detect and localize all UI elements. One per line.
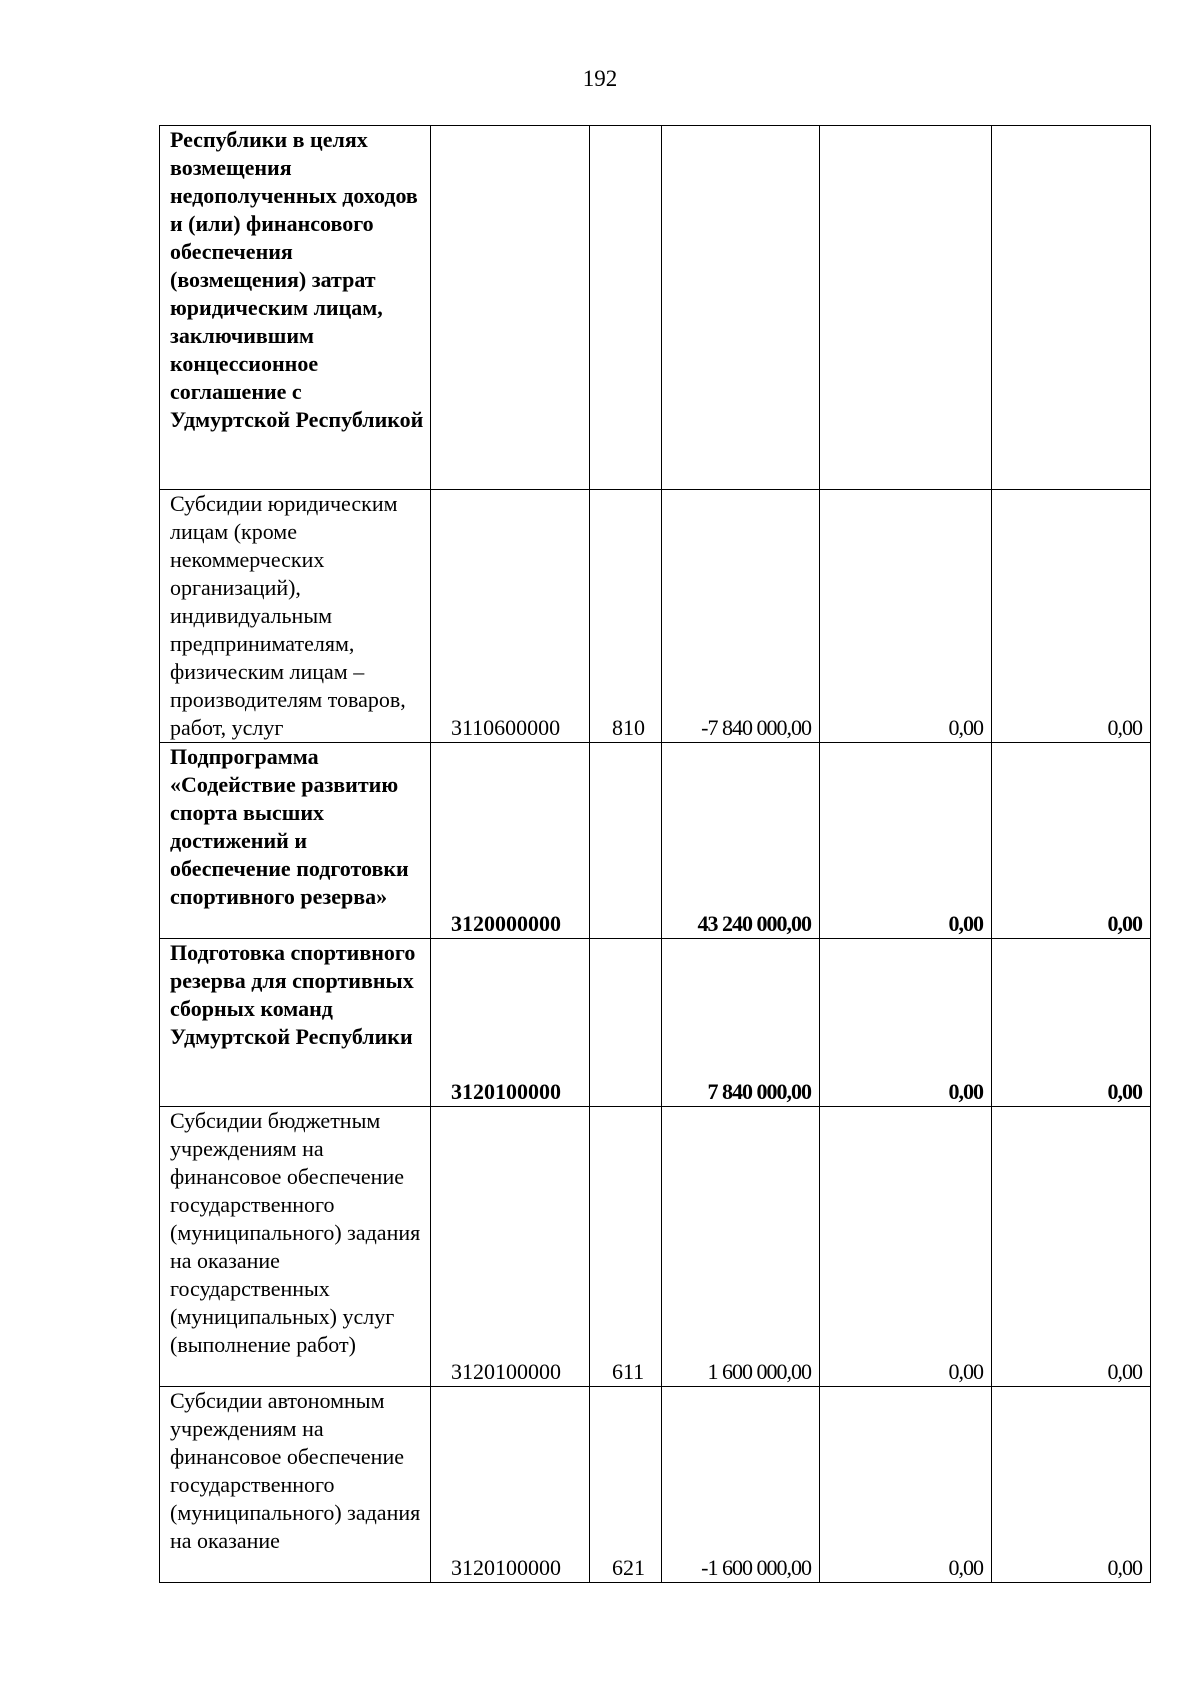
row-expense-type <box>590 126 662 490</box>
row-amount-3: 0,00 <box>992 1107 1151 1387</box>
table-row <box>160 1107 1151 1387</box>
row-target-code: 3110600000 <box>431 490 590 743</box>
row-target-code <box>431 126 590 490</box>
row-amount-3 <box>992 126 1151 490</box>
page-number: 192 <box>582 66 618 91</box>
row-amount-2: 0,00 <box>820 490 992 743</box>
row-amount: 7 840 000,00 <box>662 939 820 1107</box>
row-amount-3: 0,00 <box>992 939 1151 1107</box>
row-amount-3: 0,00 <box>992 743 1151 939</box>
row-amount <box>662 126 820 490</box>
table-row <box>160 126 1151 490</box>
row-target-code: 3120100000 <box>431 939 590 1107</box>
row-name: Республики в целях возмещения недополученных доходов и (или) финансового обеспечения (возмещения) затрат юридическим лицам, заключившим концессионное соглашение с Удмуртской Республикой <box>160 126 431 490</box>
row-name: Подготовка спортивного резерва для спортивных сборных команд Удмуртской Республики <box>160 939 431 1107</box>
row-amount-3: 0,00 <box>992 1387 1151 1583</box>
row-amount: -1 600 000,00 <box>662 1387 820 1583</box>
row-amount: 43 240 000,00 <box>662 743 820 939</box>
row-name: Субсидии юридическим лицам (кроме некоммерческих организаций), индивидуальным предпринимателям, физическим лицам – производителям товаров, работ, услуг <box>160 490 431 743</box>
row-amount-3: 0,00 <box>992 490 1151 743</box>
row-expense-type: 621 <box>590 1387 662 1583</box>
row-expense-type: 810 <box>590 490 662 743</box>
row-amount-2: 0,00 <box>820 939 992 1107</box>
budget-table <box>159 125 1151 1583</box>
row-name: Субсидии бюджетным учреждениям на финансовое обеспечение государственного (муниципального) задания на оказание государственных (муниципальных) услуг (выполнение работ) <box>160 1107 431 1387</box>
row-target-code: 3120000000 <box>431 743 590 939</box>
table-row <box>160 490 1151 743</box>
row-name: Подпрограмма «Содействие развитию спорта высших достижений и обеспечение подготовки спортивного резерва» <box>160 743 431 939</box>
row-amount: -7 840 000,00 <box>662 490 820 743</box>
row-name: Субсидии автономным учреждениям на финансовое обеспечение государственного (муниципального) задания на оказание <box>160 1387 431 1583</box>
row-amount-2: 0,00 <box>820 743 992 939</box>
table-row <box>160 743 1151 939</box>
row-target-code: 3120100000 <box>431 1107 590 1387</box>
row-amount-2 <box>820 126 992 490</box>
row-amount-2: 0,00 <box>820 1387 992 1583</box>
row-expense-type: 611 <box>590 1107 662 1387</box>
row-amount: 1 600 000,00 <box>662 1107 820 1387</box>
row-expense-type <box>590 939 662 1107</box>
table-row <box>160 1387 1151 1583</box>
row-amount-2: 0,00 <box>820 1107 992 1387</box>
row-target-code: 3120100000 <box>431 1387 590 1583</box>
row-expense-type <box>590 743 662 939</box>
table-row <box>160 939 1151 1107</box>
